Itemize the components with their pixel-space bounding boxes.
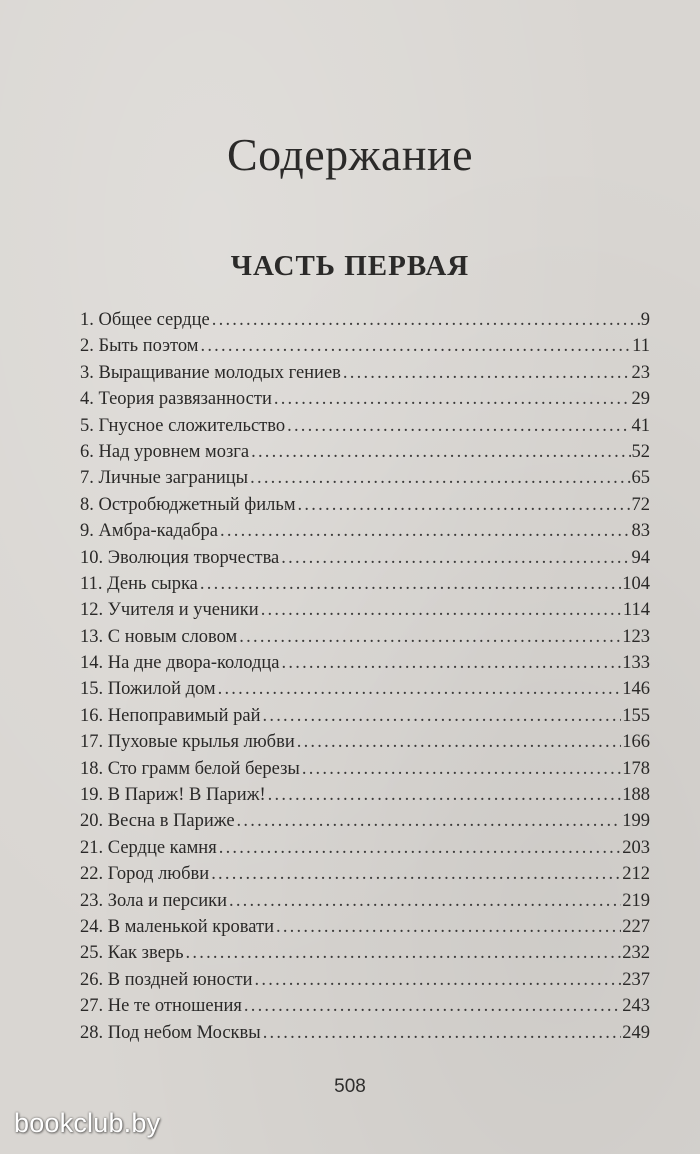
dot-leader [239,624,621,650]
toc-entry-page: 249 [622,1022,650,1043]
toc-entry [80,914,650,940]
toc-entry-page: 232 [622,943,650,964]
page-number: 508 [334,1076,366,1097]
toc-entry-title: 7. Личные заграницы [80,468,249,489]
toc-entry-title: 5. Гнусное сложительство [80,415,286,436]
dot-leader [251,439,630,465]
toc-entry-page: 178 [622,758,650,779]
toc-entry-title: 21. Сердце камня [80,837,217,858]
toc-entry-title: 22. Город любви [80,864,210,885]
dot-leader [261,597,622,623]
dot-leader [263,703,622,729]
toc-entry-page: 94 [631,547,650,568]
dot-leader [237,808,622,834]
toc-entry-title: 8. Остробюджетный фильм [80,494,296,515]
toc-entry-page: 9 [640,310,650,330]
dot-leader [244,993,621,1019]
page-title: Содержание [226,129,474,180]
toc-entry [80,835,650,861]
toc-entry [80,413,650,439]
dot-leader [219,835,622,861]
dot-leader [263,1020,622,1046]
toc-entry-page: 123 [622,626,650,647]
toc-entry-page: 188 [622,785,650,806]
toc-entry [80,597,650,623]
toc-entry [80,888,650,914]
dot-leader [343,360,631,386]
toc-entry-page: 104 [622,573,650,594]
toc-entry-page: 166 [622,732,650,753]
toc-entry-page: 65 [631,468,650,489]
toc-entry-title: 23. Зола и персики [80,890,227,911]
toc-entry [80,940,650,966]
toc-entry [80,782,650,808]
toc-entry-title: 19. В Париж! В Париж! [80,785,266,806]
toc-entry-page: 133 [622,653,650,674]
toc-entry [80,439,650,465]
dot-leader [281,545,630,571]
toc-entry [80,518,650,544]
dot-leader [268,782,622,808]
toc-entry [80,808,650,834]
toc-entry [80,571,650,597]
dot-leader [287,413,630,439]
toc-entry-title: 4. Теория развязанности [80,389,272,410]
toc-entry-title: 26. В поздней юности [80,969,253,990]
site-watermark: bookclub.by [14,1108,161,1138]
toc-entry-title: 3. Выращивание молодых гениев [80,362,341,383]
table-of-contents [80,307,650,1046]
toc-entry [80,967,650,993]
dot-leader [274,386,631,412]
toc-entry-title: 10. Эволюция творчества [80,547,280,568]
toc-entry [80,993,650,1019]
toc-entry-title: 24. В маленькой кровати [80,916,274,937]
toc-entry-page: 52 [631,441,650,462]
toc-entry [80,861,650,887]
toc-entry-page: 199 [622,811,650,832]
dot-leader [250,465,630,491]
toc-entry [80,492,650,518]
toc-entry-page: 11 [632,336,650,357]
toc-entry-title: 12. Учителя и ученики [80,600,259,621]
dot-leader [255,967,622,993]
dot-leader [211,861,621,887]
dot-leader [200,333,631,359]
toc-entry-title: 9. Амбра-кадабра [80,521,219,542]
dot-leader [298,492,631,518]
toc-entry [80,624,650,650]
dot-leader [200,571,621,597]
toc-entry-title: 28. Под небом Москвы [80,1022,261,1043]
toc-entry-page: 227 [622,916,650,937]
toc-entry [80,676,650,702]
dot-leader [276,914,621,940]
dot-leader [212,307,640,333]
toc-entry-page: 114 [622,600,650,621]
toc-entry-page: 243 [622,996,650,1017]
toc-entry-page: 237 [622,969,650,990]
toc-entry [80,307,650,333]
dot-leader [220,518,630,544]
toc-entry [80,333,650,359]
toc-entry [80,703,650,729]
toc-entry-title: 20. Весна в Париже [80,811,235,832]
toc-entry-page: 41 [631,415,650,436]
toc-entry [80,545,650,571]
toc-entry [80,386,650,412]
dot-leader [282,650,622,676]
toc-entry-title: 18. Сто грамм белой березы [80,758,300,779]
toc-entry-page: 146 [622,679,650,700]
toc-entry-page: 23 [631,362,650,383]
toc-entry-title: 6. Над уровнем мозга [80,441,250,462]
dot-leader [302,756,621,782]
toc-entry-page: 29 [631,389,650,410]
toc-entry [80,650,650,676]
toc-entry-title: 11. День сырка [80,573,198,594]
toc-entry [80,729,650,755]
dot-leader [186,940,622,966]
dot-leader [218,676,622,702]
toc-entry-page: 212 [622,864,650,885]
toc-entry-page: 219 [622,890,650,911]
toc-entry-page: 72 [631,494,650,515]
toc-entry [80,756,650,782]
toc-entry-page: 203 [622,837,650,858]
dot-leader [229,888,621,914]
toc-entry-title: 1. Общее сердце [80,310,210,330]
toc-entry-title: 14. На дне двора-колодца [80,653,280,674]
toc-entry-title: 13. С новым словом [80,626,238,647]
toc-entry-page: 83 [631,521,650,542]
part-heading: ЧАСТЬ ПЕРВАЯ [230,250,470,282]
dot-leader [297,729,622,755]
toc-entry-title: 17. Пуховые крылья любви [80,732,295,753]
toc-entry-title: 16. Непоправимый рай [80,705,261,726]
toc-entry-title: 2. Быть поэтом [80,336,199,357]
toc-entry [80,360,650,386]
toc-entry [80,465,650,491]
toc-entry [80,1020,650,1046]
toc-entry-title: 25. Как зверь [80,943,184,964]
toc-entry-page: 155 [622,705,650,726]
toc-entry-title: 15. Пожилой дом [80,679,216,700]
toc-entry-title: 27. Не те отношения [80,996,242,1017]
